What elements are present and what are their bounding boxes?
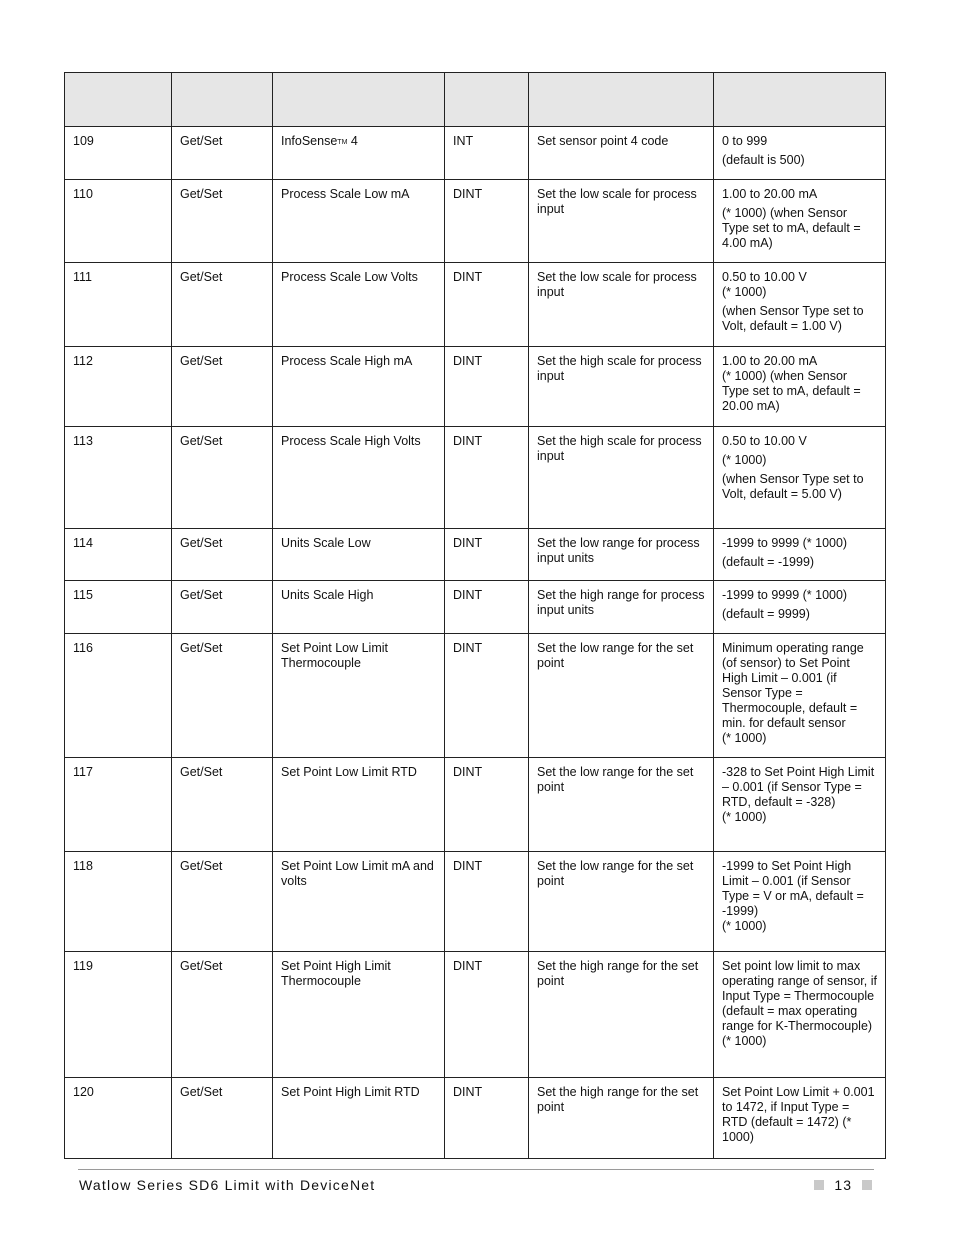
name-cell: Set Point Low Limit Thermocouple: [273, 634, 445, 758]
range-line: (when Sensor Type set to Volt, default = 5.00 V): [722, 472, 864, 501]
data-type-cell: DINT: [445, 347, 529, 427]
data-type-cell: DINT: [445, 581, 529, 634]
header-cell-6: [714, 73, 886, 127]
attribute-id-cell: 113: [65, 427, 172, 529]
data-type-cell: DINT: [445, 1078, 529, 1159]
range-cell: [714, 852, 886, 952]
attribute-id-cell: 120: [65, 1078, 172, 1159]
attribute-id-cell: 119: [65, 952, 172, 1078]
range-cell: [714, 347, 886, 427]
range-line: Set Point Low Limit + 0.001 to 1472, if Input Type = RTD (default = 1472) (* 1000): [722, 1085, 875, 1144]
range-cell: [714, 127, 886, 180]
name-cell: Set Point Low Limit RTD: [273, 758, 445, 852]
access-cell: Get/Set: [172, 347, 273, 427]
range-cell: [714, 1078, 886, 1159]
parameter-table: [64, 72, 886, 1159]
range-cell: [714, 581, 886, 634]
header-cell-2: [172, 73, 273, 127]
data-type-cell: DINT: [445, 852, 529, 952]
range-line: 0 to 999: [722, 134, 768, 148]
square-bullet-icon: [862, 1180, 872, 1190]
table-row: [65, 347, 886, 427]
data-type-cell: DINT: [445, 758, 529, 852]
range-line: -1999 to Set Point High Limit – 0.001 (if Sensor Type = V or mA, default = -1999) (* 1000): [722, 859, 864, 933]
header-cell-1: [65, 73, 172, 127]
description-cell: Set the low range for the set point: [529, 852, 714, 952]
attribute-id-cell: 115: [65, 581, 172, 634]
access-cell: Get/Set: [172, 758, 273, 852]
attribute-id-cell: 111: [65, 263, 172, 347]
table-row: [65, 852, 886, 952]
data-type-cell: INT: [445, 127, 529, 180]
description-cell: Set the low range for the set point: [529, 634, 714, 758]
description-cell: Set the low range for process input units: [529, 529, 714, 581]
description-cell: Set the high range for process input units: [529, 581, 714, 634]
range-line: (* 1000): [722, 453, 767, 467]
table-row: [65, 634, 886, 758]
table-header: [65, 73, 886, 127]
data-type-cell: DINT: [445, 529, 529, 581]
header-cell-4: [445, 73, 529, 127]
description-cell: Set the high scale for process input: [529, 347, 714, 427]
range-cell: [714, 427, 886, 529]
footer-page-marker: [814, 1177, 872, 1193]
name-cell: Set Point High Limit RTD: [273, 1078, 445, 1159]
name-cell: Process Scale Low mA: [273, 180, 445, 263]
name-text: InfoSense: [281, 134, 338, 148]
footer-divider: [78, 1169, 874, 1170]
attribute-id-cell: 109: [65, 127, 172, 180]
attribute-id-cell: 116: [65, 634, 172, 758]
table-row: [65, 581, 886, 634]
range-line: 1.00 to 20.00 mA (* 1000) (when Sensor Type set to mA, default = 20.00 mA): [722, 354, 861, 413]
range-cell: [714, 634, 886, 758]
data-type-cell: DINT: [445, 180, 529, 263]
range-line: -1999 to 9999 (* 1000): [722, 536, 848, 550]
description-cell: Set the low scale for process input: [529, 263, 714, 347]
name-cell: Process Scale High mA: [273, 347, 445, 427]
description-cell: Set the high scale for process input: [529, 427, 714, 529]
range-line: 0.50 to 10.00 V (* 1000): [722, 270, 807, 299]
header-cell-5: [529, 73, 714, 127]
table-row: [65, 952, 886, 1078]
range-line: (default = -1999): [722, 555, 815, 569]
table-row: [65, 127, 886, 180]
attribute-id-cell: 110: [65, 180, 172, 263]
range-line: (* 1000) (when Sensor Type set to mA, default = 4.00 mA): [722, 206, 861, 250]
page-number: 13: [834, 1177, 852, 1193]
name-cell: Set Point High Limit Thermocouple: [273, 952, 445, 1078]
name-cell: Process Scale Low Volts: [273, 263, 445, 347]
range-line: 0.50 to 10.00 V: [722, 434, 807, 448]
description-cell: Set sensor point 4 code: [529, 127, 714, 180]
attribute-id-cell: 118: [65, 852, 172, 952]
data-type-cell: DINT: [445, 952, 529, 1078]
description-cell: Set the low scale for process input: [529, 180, 714, 263]
name-cell: Set Point Low Limit mA and volts: [273, 852, 445, 952]
description-cell: Set the high range for the set point: [529, 1078, 714, 1159]
range-cell: [714, 180, 886, 263]
table-header-row: [65, 73, 886, 127]
access-cell: Get/Set: [172, 127, 273, 180]
access-cell: Get/Set: [172, 581, 273, 634]
header-cell-3: [273, 73, 445, 127]
attribute-id-cell: 112: [65, 347, 172, 427]
table-body: [65, 127, 886, 1159]
data-type-cell: DINT: [445, 634, 529, 758]
table-row: [65, 1078, 886, 1159]
attribute-id-cell: 117: [65, 758, 172, 852]
access-cell: Get/Set: [172, 952, 273, 1078]
range-line: -328 to Set Point High Limit – 0.001 (if Sensor Type = RTD, default = -328) (* 1000): [722, 765, 875, 824]
footer-title: Watlow Series SD6 Limit with DeviceNet: [79, 1177, 376, 1193]
attribute-id-cell: 114: [65, 529, 172, 581]
access-cell: Get/Set: [172, 427, 273, 529]
range-line: (when Sensor Type set to Volt, default = 1.00 V): [722, 304, 864, 333]
range-cell: [714, 529, 886, 581]
access-cell: Get/Set: [172, 263, 273, 347]
trademark-mark: TM: [337, 139, 348, 146]
range-line: 1.00 to 20.00 mA: [722, 187, 818, 201]
description-cell: Set the low range for the set point: [529, 758, 714, 852]
access-cell: Get/Set: [172, 1078, 273, 1159]
access-cell: Get/Set: [172, 180, 273, 263]
name-cell: [273, 127, 445, 180]
range-line: Minimum operating range (of sensor) to Set Point High Limit – 0.001 (if Sensor Type = Thermocouple, default = min. for default sensor (* 1000): [722, 641, 864, 745]
data-type-cell: DINT: [445, 427, 529, 529]
access-cell: Get/Set: [172, 634, 273, 758]
range-line: -1999 to 9999 (* 1000): [722, 588, 848, 602]
square-bullet-icon: [814, 1180, 824, 1190]
range-cell: [714, 952, 886, 1078]
range-line: (default = 9999): [722, 607, 810, 621]
range-cell: [714, 758, 886, 852]
name-cell: Units Scale Low: [273, 529, 445, 581]
table-row: [65, 427, 886, 529]
range-cell: [714, 263, 886, 347]
table-row: [65, 180, 886, 263]
range-line: Set point low limit to max operating range of sensor, if Input Type = Thermocouple (default = max operating range for K-Thermocouple) (* 1000): [722, 959, 877, 1048]
access-cell: Get/Set: [172, 529, 273, 581]
name-cell: Process Scale High Volts: [273, 427, 445, 529]
name-cell: Units Scale High: [273, 581, 445, 634]
name-suffix: 4: [347, 134, 358, 148]
access-cell: Get/Set: [172, 852, 273, 952]
table-row: [65, 263, 886, 347]
table-row: [65, 758, 886, 852]
data-type-cell: DINT: [445, 263, 529, 347]
range-line: (default is 500): [722, 153, 805, 167]
table-row: [65, 529, 886, 581]
description-cell: Set the high range for the set point: [529, 952, 714, 1078]
